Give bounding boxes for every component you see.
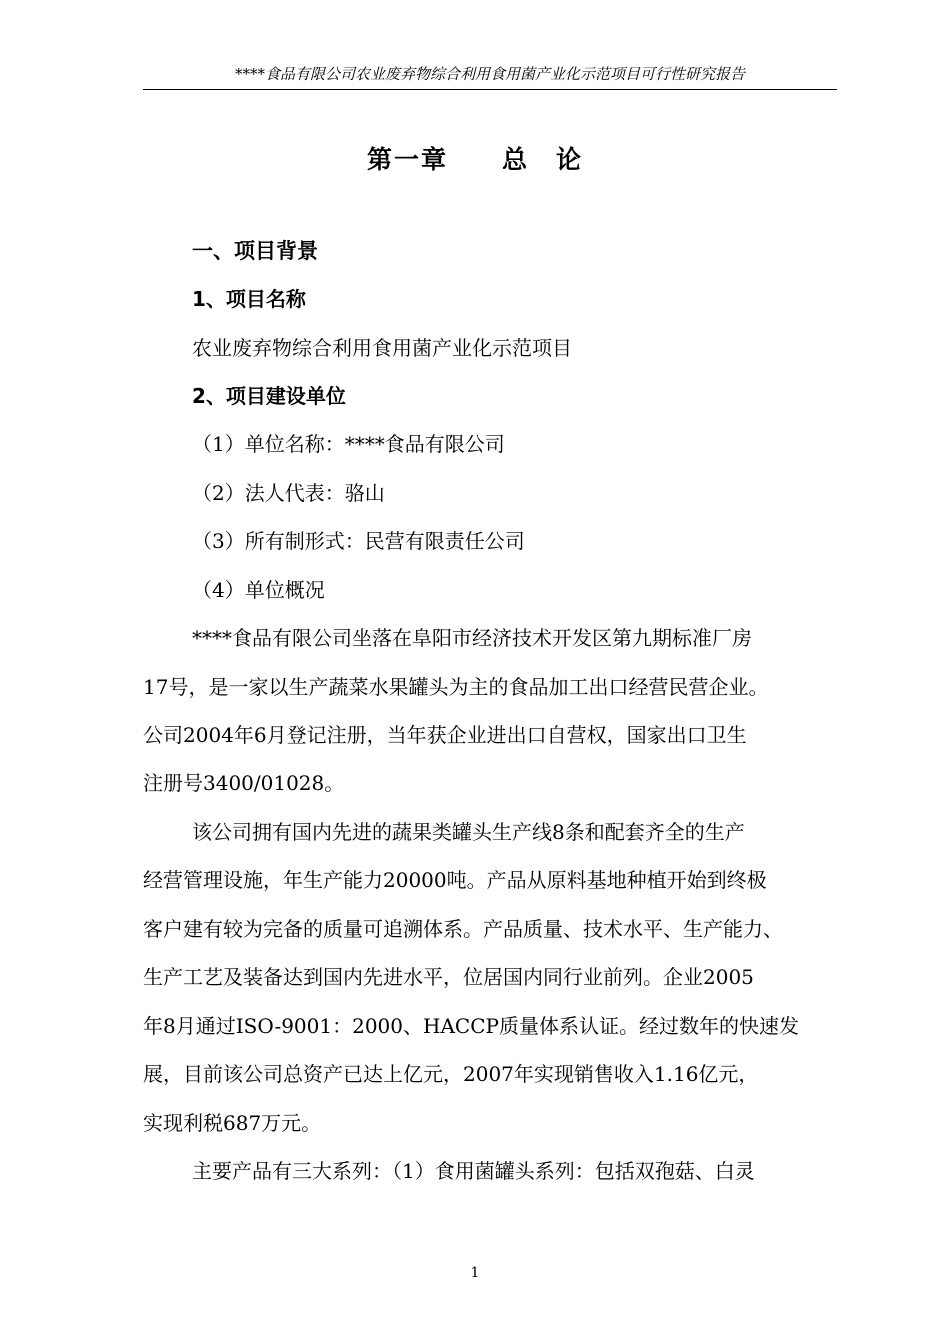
unit-item-legal-rep: （2）法人代表：骆山	[192, 481, 385, 505]
subsection-heading-construction-unit: 2、项目建设单位	[192, 384, 346, 408]
unit-item-overview: （4）单位概况	[192, 578, 325, 602]
header-divider	[143, 89, 837, 90]
paragraph-line: 年8月通过ISO-9001：2000、HACCP质量体系认证。经过数年的快速发	[143, 1014, 799, 1038]
unit-item-name: （1）单位名称：****食品有限公司	[192, 432, 505, 456]
running-header: ****食品有限公司农业废弃物综合利用食用菌产业化示范项目可行性研究报告	[234, 65, 745, 83]
paragraph-line: 公司2004年6月登记注册，当年获企业进出口自营权，国家出口卫生	[143, 723, 747, 747]
paragraph-line: 主要产品有三大系列：（1）食用菌罐头系列：包括双孢菇、白灵	[192, 1159, 755, 1183]
paragraph-line: 经营管理设施，年生产能力20000吨。产品从原料基地种植开始到终极	[143, 868, 767, 892]
paragraph-line: 实现利税687万元。	[143, 1111, 322, 1135]
paragraph-line: 客户建有较为完备的质量可追溯体系。产品质量、技术水平、生产能力、	[143, 917, 783, 941]
paragraph-line: 展，目前该公司总资产已达上亿元，2007年实现销售收入1.16亿元，	[143, 1062, 759, 1086]
paragraph-line: 该公司拥有国内先进的蔬果类罐头生产线8条和配套齐全的生产	[192, 820, 745, 844]
paragraph-line: 注册号3400/01028。	[143, 771, 345, 795]
paragraph-line: 17号，是一家以生产蔬菜水果罐头为主的食品加工出口经营民营企业。	[143, 675, 769, 699]
paragraph-line: ****食品有限公司坐落在阜阳市经济技术开发区第九期标准厂房	[192, 626, 752, 650]
project-name-text: 农业废弃物综合利用食用菌产业化示范项目	[192, 336, 572, 360]
chapter-title: 第一章 总 论	[366, 145, 583, 174]
paragraph-line: 生产工艺及装备达到国内先进水平，位居国内同行业前列。企业2005	[143, 965, 754, 989]
subsection-heading-project-name: 1、项目名称	[192, 287, 306, 311]
page-number: 1	[470, 1265, 480, 1281]
unit-item-ownership: （3）所有制形式：民营有限责任公司	[192, 529, 525, 553]
section-heading-background: 一、项目背景	[192, 239, 318, 263]
